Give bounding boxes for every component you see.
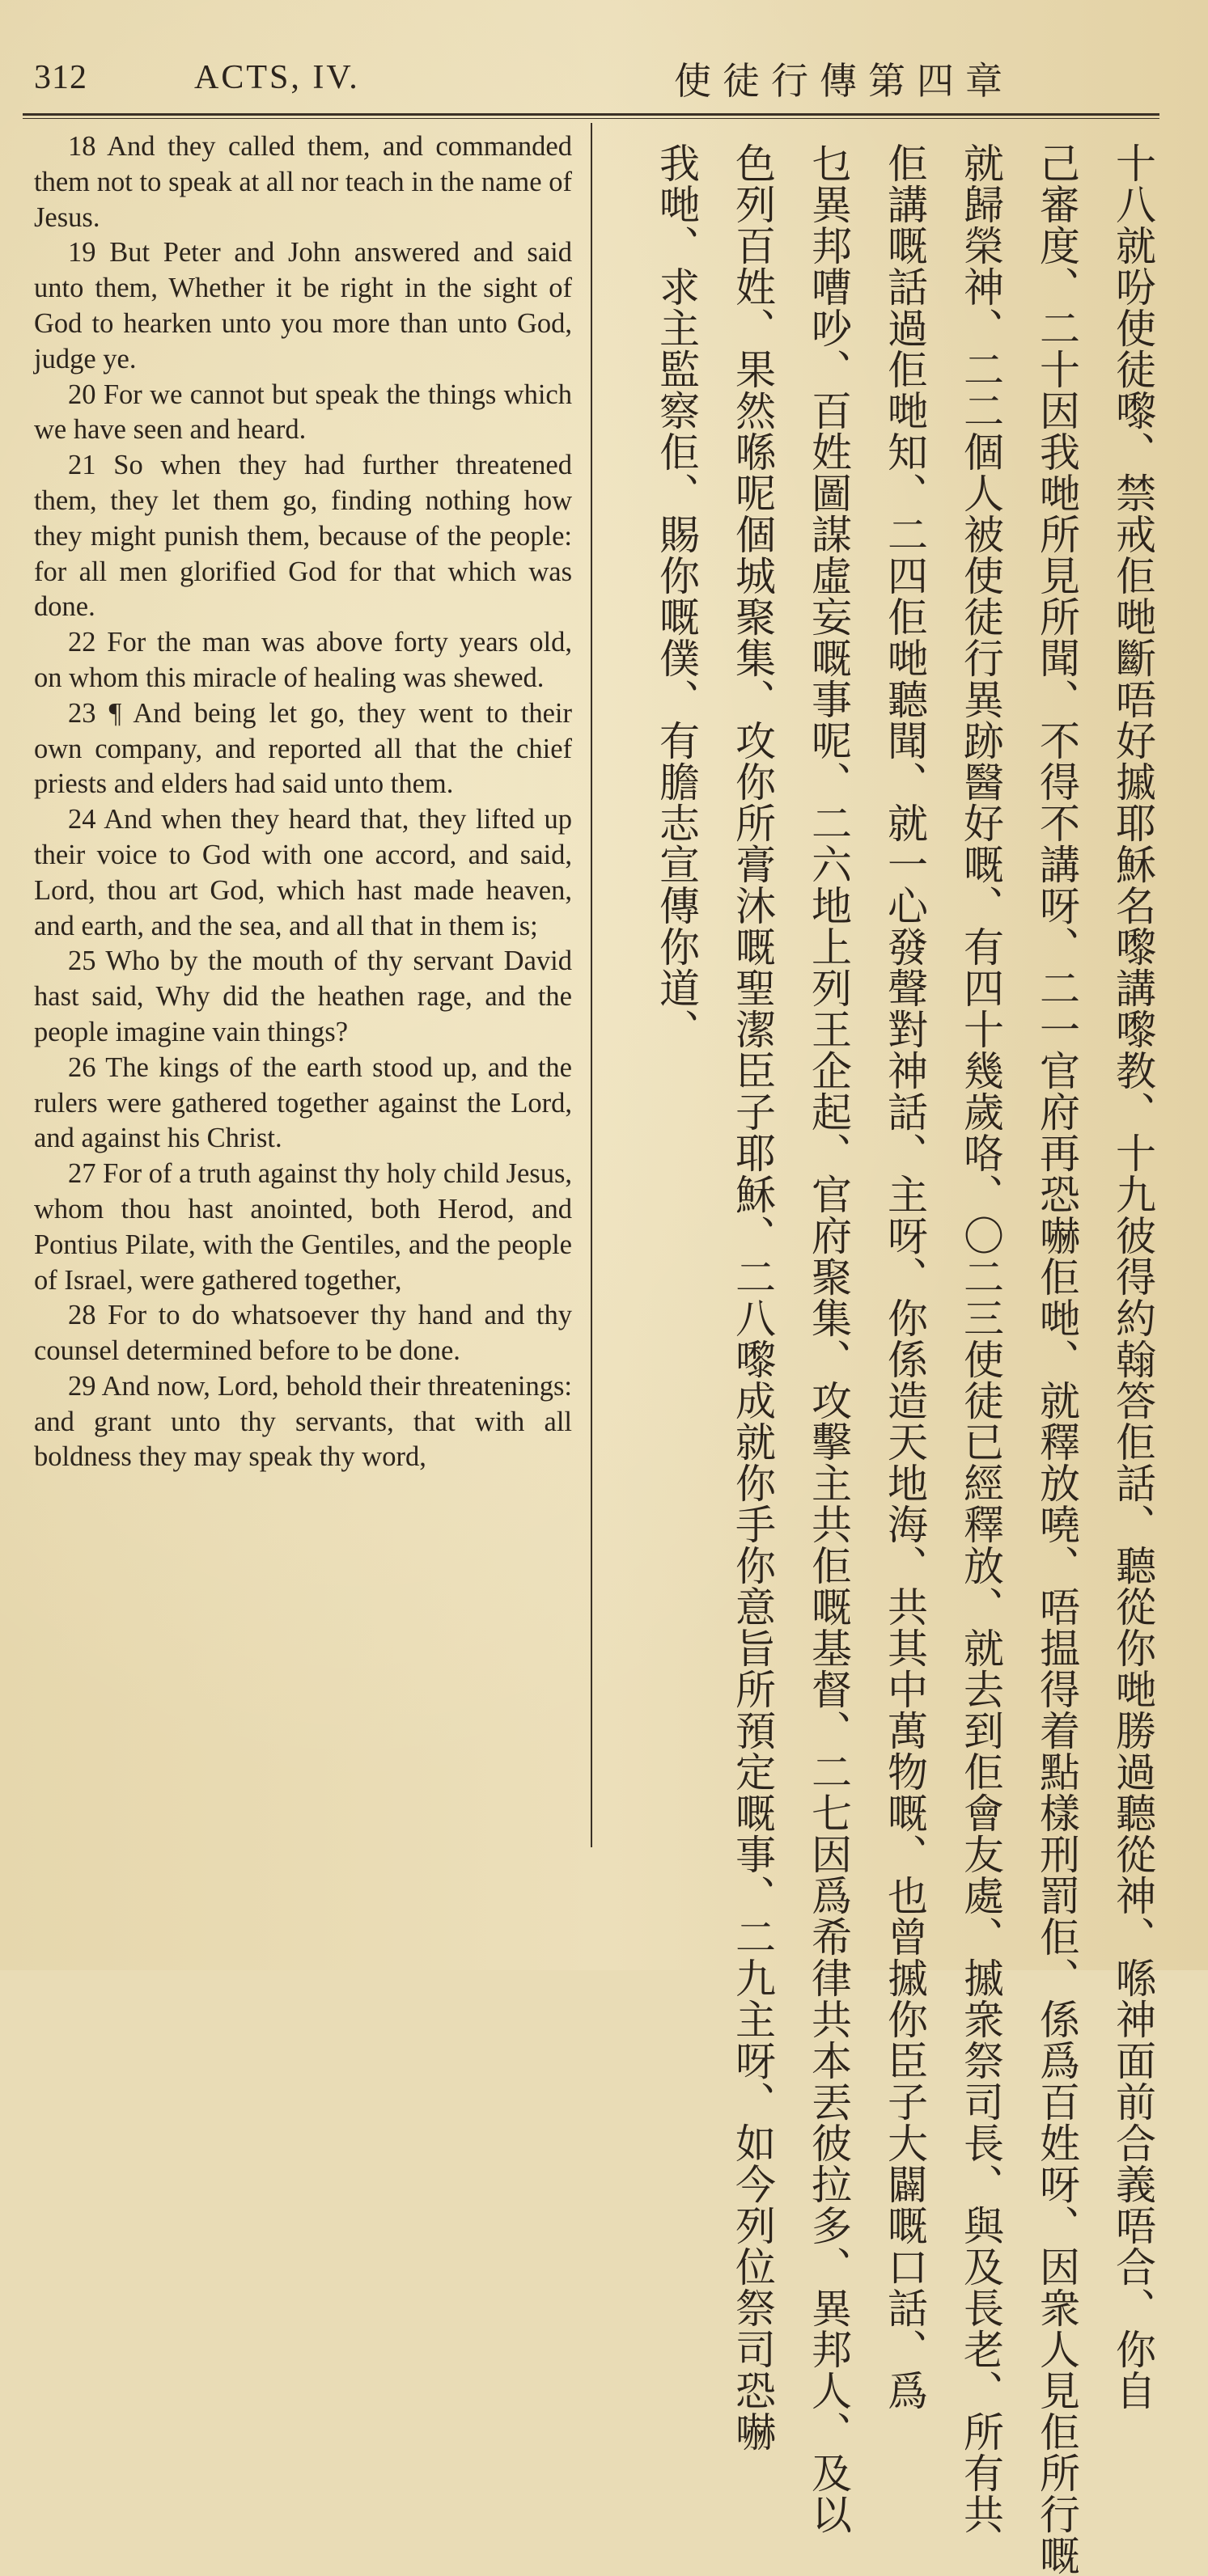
chinese-column: 我哋、求主監察佢、賜你嘅僕、有膽志宣傳你道、 [653, 142, 700, 1050]
verse-20: 20 For we cannot but speak the things which we have seen and heard. [34, 379, 572, 446]
header-rule [23, 113, 1159, 116]
running-head-chinese: 使徒行傳第四章 [674, 59, 1014, 103]
header-rule-thin [23, 118, 1159, 119]
verse-23: 23 ¶ And being let go, they went to their own company, and reported all that the chief priests and elders had said unto them. [34, 697, 572, 800]
verse-26: 26 The kings of the earth stood up, and the rulers were gathered together against the Lord, and against his Christ. [34, 1051, 572, 1154]
column-divider [591, 123, 592, 1847]
verse-28: 28 For to do whatsoever thy hand and thy counsel determined before to be done. [34, 1300, 572, 1367]
verse-25: 25 Who by the mouth of thy servant David hast said, Why did the heathen rage, and the people imagine vain things? [34, 945, 572, 1047]
chinese-column: 就歸榮神、二二個人被使徒行異跡醫好嘅、有四十幾歲咯、〇二三使徒已經釋放、就去到佢會友處、摵衆祭司長、與及長老、所有共 [957, 142, 1004, 2535]
verse-24: 24 And when they heard that, they lifted up their voice to God with one accord, and said, Lord, thou art God, which hast made heaven, and earth, and the sea, and all that in them is; [34, 804, 572, 941]
page-number: 312 [34, 59, 87, 96]
verse-22: 22 For the man was above forty years old, on whom this miracle of healing was shewed. [34, 627, 572, 693]
chinese-text-columns [637, 142, 1169, 2576]
running-head-english: ACTS, IV. [194, 59, 360, 96]
english-text-column [34, 129, 572, 1475]
chinese-column: 十八就吩使徒嚟、禁戒佢哋斷唔好摵耶穌名嚟講嚟教、十九彼得約翰答佢話、聽從你哋勝過聽從神、喺神面前合義唔合、你自 [1109, 142, 1156, 2411]
verse-21: 21 So when they had further threatened them, they let them go, finding nothing how they might punish them, because of the people: for all men glorified God for that which was done. [34, 450, 572, 623]
verse-27: 27 For of a truth against thy holy child Jesus, whom thou hast anointed, both Herod, and Pontius Pilate, with the Gentiles, and the people of Israel, were gathered together, [34, 1158, 572, 1296]
chinese-column: 乜異邦嘈吵、百姓圖謀虛妄嘅事呢、二六地上列王企起、官府聚集、攻擊主共佢嘅基督、二七因爲希律共本丟彼拉多、異邦人、及以 [805, 142, 852, 2535]
verse-29: 29 And now, Lord, behold their threatenings: and grant unto thy servants, that with all boldness they may speak thy word, [34, 1370, 572, 1473]
chinese-column: 己審度、二十因我哋所見所聞、不得不講呀、二一官府再恐嚇佢哋、就釋放嘵、唔揾得着點樣刑罰佢、係爲百姓呀、因衆人見佢所行嘅 [1033, 142, 1080, 2576]
verse-19: 19 But Peter and John answered and said unto them, Whether it be right in the sight of God to hearken unto you more than unto God, judge ye. [34, 237, 572, 374]
chinese-column: 佢講嘅話過佢哋知、二四佢哋聽聞、就一心發聲對神話、主呀、你係造天地海、共其中萬物嘅、也曾摵你臣子大闢嘅口話、爲 [881, 142, 928, 2411]
verse-18: 18 And they called them, and commanded them not to speak at all nor teach in the name of Jesus. [34, 131, 572, 233]
chinese-column: 色列百姓、果然喺呢個城聚集、攻你所膏沐嘅聖潔臣子耶穌、二八嚟成就你手你意旨所預定嘅事、二九主呀、如今列位祭司恐嚇 [729, 142, 776, 2452]
